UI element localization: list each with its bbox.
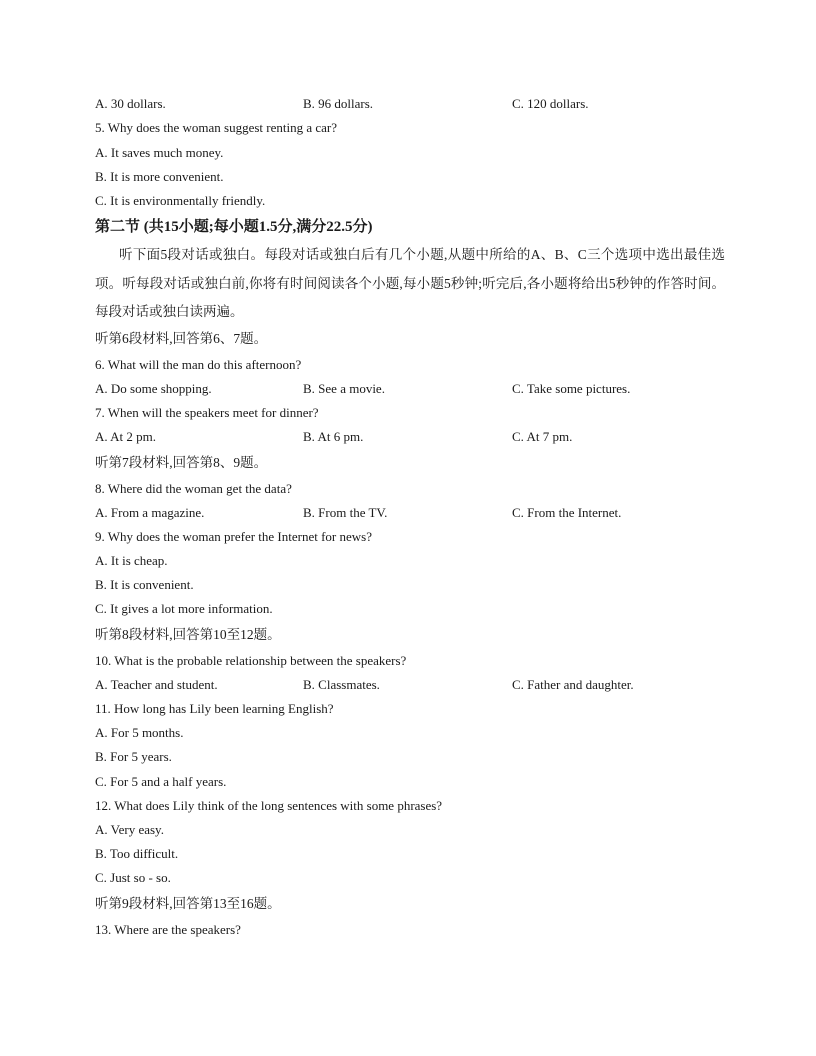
q9-option-c: C. It gives a lot more information. — [95, 601, 273, 616]
q7-question: 7. When will the speakers meet for dinner? — [95, 405, 319, 420]
q11-option-a: A. For 5 months. — [95, 725, 184, 740]
q11-option-c: C. For 5 and a half years. — [95, 774, 227, 789]
q5-option-a: A. It saves much money. — [95, 145, 224, 160]
q9-option-b: B. It is convenient. — [95, 577, 194, 592]
q7-option-a: A. At 2 pm. — [95, 429, 157, 444]
q13-question: 13. Where are the speakers? — [95, 922, 241, 937]
q12-question: 12. What does Lily think of the long sentences with some phrases? — [95, 798, 443, 813]
material-7-intro: 听第7段材料,回答第8、9题。 — [95, 455, 268, 470]
q9-question: 9. Why does the woman prefer the Internet for news? — [95, 529, 372, 544]
q11-option-b: B. For 5 years. — [95, 749, 172, 764]
q5-option-c: C. It is environmentally friendly. — [95, 193, 266, 208]
q10-option-c: C. Father and daughter. — [512, 677, 634, 692]
material-9-intro: 听第9段材料,回答第13至16题。 — [95, 896, 281, 911]
q5-option-b: B. It is more convenient. — [95, 169, 224, 184]
material-8-intro: 听第8段材料,回答第10至12题。 — [95, 627, 281, 642]
section-instructions: 听下面5段对话或独白。每段对话或独白后有几个小题,从题中所给的A、B、C三个选项中选出最佳选项。听每段对话或独白前,你将有时间阅读各个小题,每小题5秒钟;听完后,各小题将给出5秒钟的作答时间。每段对话或独白读两遍。 — [95, 247, 725, 319]
q8-question: 8. Where did the woman get the data? — [95, 481, 292, 496]
q7-option-c: C. At 7 pm. — [512, 429, 573, 444]
q6-option-a: A. Do some shopping. — [95, 381, 212, 396]
q12-option-c: C. Just so - so. — [95, 870, 171, 885]
q10-question: 10. What is the probable relationship between the speakers? — [95, 653, 407, 668]
q12-option-b: B. Too difficult. — [95, 846, 179, 861]
q4-option-b: B. 96 dollars. — [303, 96, 374, 111]
q6-question: 6. What will the man do this afternoon? — [95, 357, 302, 372]
q11-question: 11. How long has Lily been learning English? — [95, 701, 334, 716]
q4-option-c: C. 120 dollars. — [512, 96, 589, 111]
q8-option-b: B. From the TV. — [303, 505, 388, 520]
q10-option-a: A. Teacher and student. — [95, 677, 218, 692]
section-heading: 第二节 (共15小题;每小题1.5分,满分22.5分) — [95, 219, 373, 235]
q10-option-b: B. Classmates. — [303, 677, 380, 692]
q6-option-c: C. Take some pictures. — [512, 381, 631, 396]
q7-option-b: B. At 6 pm. — [303, 429, 364, 444]
q5-question: 5. Why does the woman suggest renting a car? — [95, 120, 337, 135]
material-6-intro: 听第6段材料,回答第6、7题。 — [95, 331, 268, 346]
q8-option-a: A. From a magazine. — [95, 505, 205, 520]
q6-option-b: B. See a movie. — [303, 381, 385, 396]
q9-option-a: A. It is cheap. — [95, 553, 168, 568]
q12-option-a: A. Very easy. — [95, 822, 164, 837]
q4-option-a: A. 30 dollars. — [95, 96, 166, 111]
q8-option-c: C. From the Internet. — [512, 505, 622, 520]
